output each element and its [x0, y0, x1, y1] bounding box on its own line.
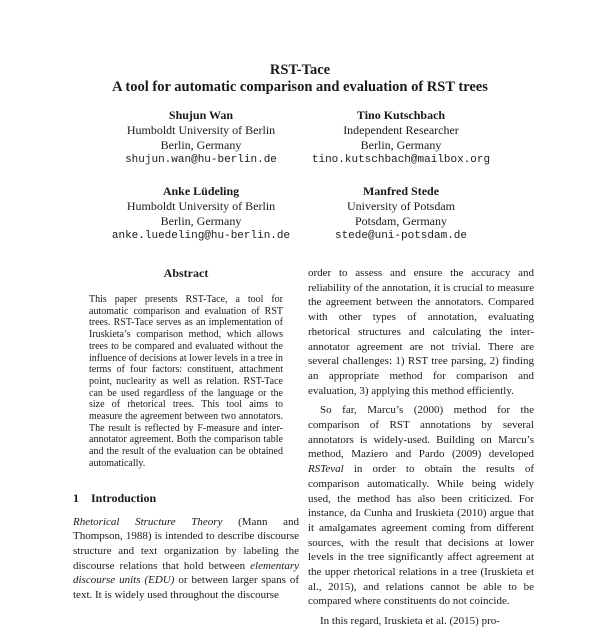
- right-paragraph-3: In this regard, Iruskieta et al. (2015) pro-: [320, 615, 500, 628]
- author-affiliation: University of Potsdam: [347, 199, 455, 213]
- term-rst: Rhetorical Structure Theory: [73, 515, 223, 528]
- author-location: Potsdam, Germany: [355, 214, 447, 228]
- author-email[interactable]: tino.kutschbach@mailbox.org: [311, 154, 491, 166]
- author-name: Shujun Wan: [168, 108, 234, 122]
- author-name: Manfred Stede: [362, 184, 440, 198]
- section-title: Introduction: [91, 490, 157, 505]
- intro-text-2: or between larger spans of text. It is widely used throughout the discourse: [73, 574, 299, 602]
- left-column: [73, 266, 299, 603]
- author-affiliation: Humboldt University of Berlin: [126, 123, 276, 137]
- author-block-1: [91, 108, 311, 168]
- right-paragraph-2-text-1: So far, Marcu’s (2000) method for the comparison of RST annotations by several annotators is widely-used. Building on Marcu’s method, Maziero and Pardo (2009) developed: [308, 404, 534, 461]
- author-email[interactable]: anke.luedeling@hu-berlin.de: [111, 230, 291, 242]
- author-location: Berlin, Germany: [160, 138, 242, 152]
- author-block-3: [91, 184, 311, 244]
- title-block: [0, 62, 600, 96]
- abstract-text: This paper presents RST-Tace, a tool for automatic comparison and evaluation of RST trees. RST-Tace serves as an implementation of Iruskieta’s comparison method, which allows trees to be compared and evaluated without the influence of decisions at lower levels in a tree in terms of four factors: constituent, attachment point, nuclearity as well as relation. RST-Tace can be used regardless of the language or the size of rhetorical trees. This tool aims to measure the agreement between two annotators. The result is reflected by F-measure and inter-annotator agreement. Both the comparison table and the result of the evaluation can be obtained automatically.: [89, 294, 283, 469]
- section-heading-introduction: [73, 491, 299, 505]
- term-rsteval: RSTeval: [308, 463, 344, 476]
- author-block-2: [291, 108, 511, 168]
- author-name: Tino Kutschbach: [356, 108, 446, 122]
- author-affiliation: Humboldt University of Berlin: [126, 199, 276, 213]
- author-location: Berlin, Germany: [360, 138, 442, 152]
- right-paragraph-1: order to assess and ensure the accuracy and reliability of the annotation, it is crucial to measure the agreement between the annotators. Compared with other types of annotation, evaluating rhetorical structures and calculating the inter-annotator agreement are not trivial. There are several challenges: 1) RST tree parsing, 2) finding an appropriate method for comparison and evaluation, 3) applying this method efficiently.: [308, 267, 534, 397]
- right-column: [308, 266, 534, 629]
- author-email[interactable]: stede@uni-potsdam.de: [334, 230, 468, 242]
- author-location: Berlin, Germany: [160, 214, 242, 228]
- term-edu: elementary discourse units (EDU): [73, 559, 299, 587]
- author-name: Anke Lüdeling: [162, 184, 240, 198]
- author-block-4: [291, 184, 511, 244]
- intro-text-1: (Mann and Thompson, 1988) is intended to describe discourse structure and text organization by labeling the discourse relations that hold between: [73, 515, 299, 572]
- intro-paragraph: [73, 515, 299, 603]
- abstract-heading: Abstract: [163, 266, 209, 280]
- author-email[interactable]: shujun.wan@hu-berlin.de: [125, 154, 277, 166]
- paper-subtitle: A tool for automatic comparison and evaluation of RST trees: [112, 79, 488, 95]
- section-number: 1: [73, 490, 79, 505]
- right-paragraph-2: [308, 403, 534, 609]
- author-affiliation: Independent Researcher: [343, 123, 459, 137]
- right-paragraph-2-text-2: in order to obtain the results of comparison automatically. While being widely used, the method has also been criticized. For instance, da Cunha and Iruskieta (2010) argue that it amalgamates agreement coming from different sources, with the result that decisions at lower levels in the tree significantly affect agreement at the upper rhetorical relations in a tree (Iruskieta et al., 2015), and relations cannot be able to be compared where constituents do not coincide.: [308, 463, 534, 608]
- paper-title: RST-Tace: [269, 62, 331, 78]
